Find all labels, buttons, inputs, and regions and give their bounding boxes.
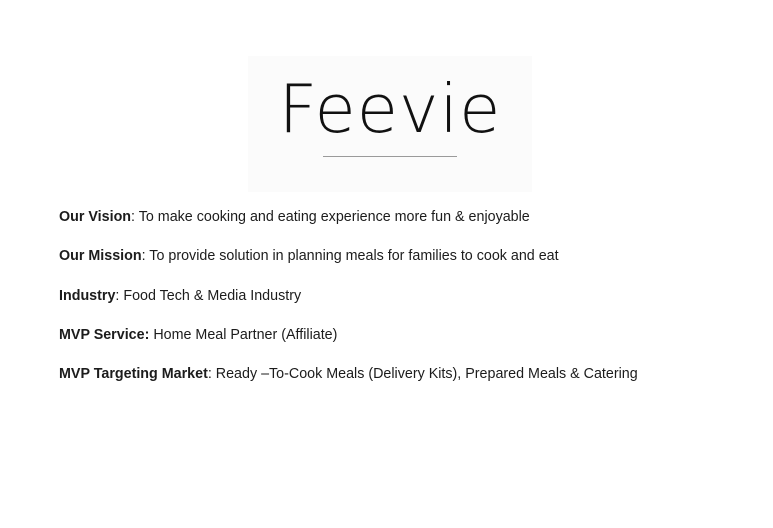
bullet-text: : Food Tech & Media Industry — [115, 287, 302, 304]
list-item — [59, 247, 719, 266]
list-item — [59, 326, 719, 345]
list-item — [59, 287, 719, 306]
bullet-label: Our Vision — [59, 209, 132, 225]
list-item — [59, 208, 719, 227]
bullet-list — [59, 208, 719, 384]
brand-logo-block — [248, 56, 532, 192]
bullet-label: Our Mission — [59, 248, 142, 265]
brand-underline-divider — [323, 156, 457, 157]
bullet-text: Home Meal Partner (Affiliate) — [149, 326, 338, 343]
bullet-text: : To make cooking and eating experience more fun & enjoyable — [131, 209, 530, 225]
bullet-text: : Ready –To-Cook Meals (Delivery Kits), Prepared Meals & Catering — [207, 366, 638, 383]
list-item — [59, 365, 719, 384]
bullet-text: : To provide solution in planning meals for families to cook and eat — [141, 248, 559, 265]
bullet-label: MVP Service: — [59, 326, 150, 343]
bullet-label: MVP Targeting Market — [59, 366, 208, 383]
bullet-label: Industry — [59, 287, 116, 304]
brand-name: Feevie — [278, 70, 502, 148]
